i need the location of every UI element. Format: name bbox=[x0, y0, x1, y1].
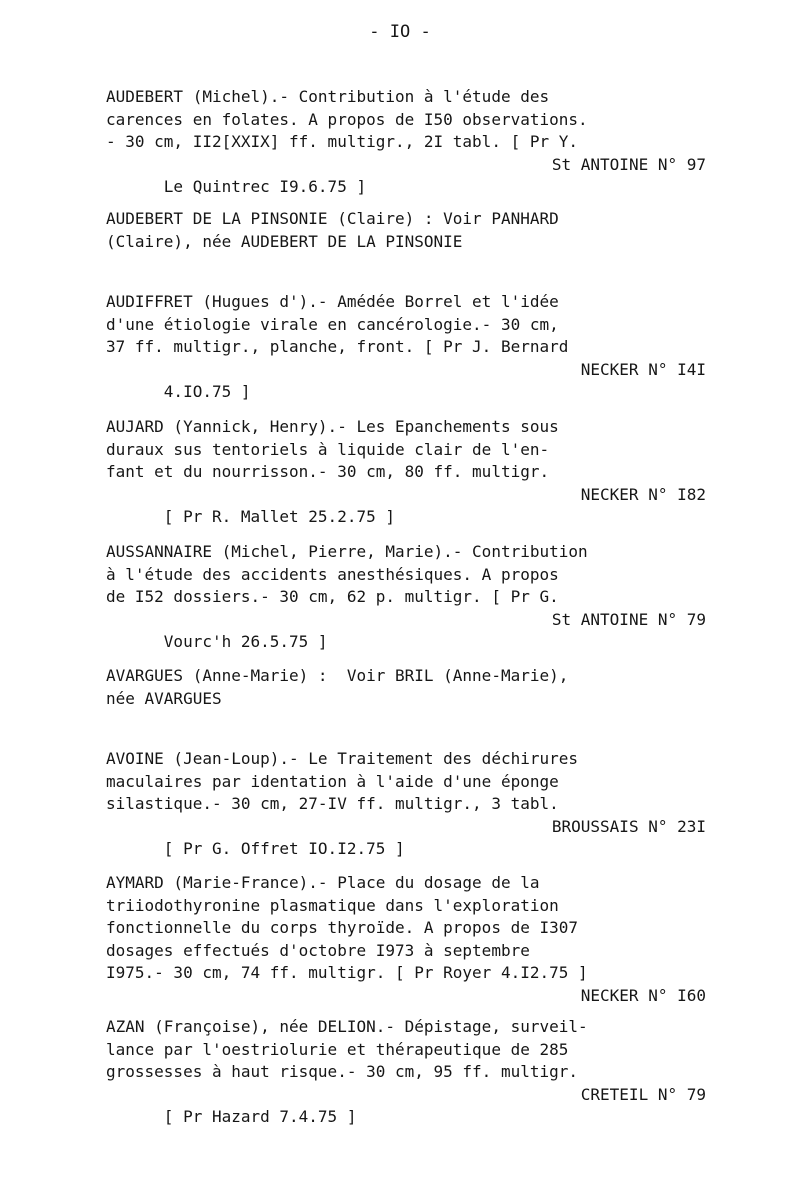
catalog-entry-avoine bbox=[106, 748, 706, 858]
location-call-number: St ANTOINE N° 97 bbox=[551, 154, 706, 174]
entry-line-text: Vourc'h 26.5.75 ] bbox=[163, 632, 328, 651]
entry-line: (Claire), née AUDEBERT DE LA PINSONIE bbox=[106, 231, 463, 251]
location-call-number: BROUSSAIS N° 23I bbox=[551, 816, 706, 836]
entry-line: maculaires par identation à l'aide d'une éponge bbox=[106, 771, 559, 791]
entry-line: dosages effectués d'octobre I973 à septembre bbox=[106, 940, 530, 960]
entry-line-last bbox=[106, 609, 706, 651]
entry-line-text: 4.IO.75 ] bbox=[163, 382, 251, 401]
entry-line: AUDEBERT DE LA PINSONIE (Claire) : Voir PANHARD bbox=[106, 209, 559, 228]
entry-line: I975.- 30 cm, 74 ff. multigr. [ Pr Royer 4.I2.75 ] bbox=[106, 963, 588, 982]
entry-line-text: [ Pr R. Mallet 25.2.75 ] bbox=[163, 507, 395, 526]
entry-line-last bbox=[106, 484, 706, 526]
catalog-entry-avargues bbox=[106, 665, 706, 710]
entry-line: lance par l'oestriolurie et thérapeutique de 285 bbox=[106, 1039, 569, 1059]
entry-line: AUDEBERT (Michel).- Contribution à l'étude des bbox=[106, 87, 550, 106]
entry-line-text: [ Pr Hazard 7.4.75 ] bbox=[163, 1107, 357, 1126]
entry-line: AUSSANNAIRE (Michel, Pierre, Marie).- Contribution bbox=[106, 542, 588, 561]
location-call-number: St ANTOINE N° 79 bbox=[551, 609, 706, 629]
catalog-entry-aymard bbox=[106, 872, 706, 1007]
entry-line: duraux sus tentoriels à liquide clair de l'en- bbox=[106, 439, 550, 459]
entry-line: à l'étude des accidents anesthésiques. A propos bbox=[106, 564, 559, 584]
location-call-number: NECKER N° I82 bbox=[580, 484, 706, 504]
catalog-entry-audebert-de-la-pinsonie bbox=[106, 208, 706, 253]
catalog-entry-azan bbox=[106, 1016, 706, 1126]
page-number: - IO - bbox=[369, 22, 431, 42]
entry-line: AYMARD (Marie-France).- Place du dosage de la bbox=[106, 873, 540, 892]
catalog-entry-audebert bbox=[106, 86, 706, 196]
entry-line-last bbox=[106, 359, 706, 401]
entry-line-last bbox=[106, 816, 706, 858]
entry-line: 37 ff. multigr., planche, front. [ Pr J. Bernard bbox=[106, 337, 569, 356]
entry-line-text: Le Quintrec I9.6.75 ] bbox=[163, 177, 367, 196]
entry-line: carences en folates. A propos de I50 observations. bbox=[106, 109, 588, 129]
entry-line: AVARGUES (Anne-Marie) : Voir BRIL (Anne-Marie), bbox=[106, 666, 569, 685]
entry-line: d'une étiologie virale en cancérologie.- 30 cm, bbox=[106, 314, 559, 334]
entry-line: silastique.- 30 cm, 27-IV ff. multigr., 3 tabl. bbox=[106, 794, 559, 813]
entry-line: née AVARGUES bbox=[106, 688, 222, 708]
catalog-entry-audiffret bbox=[106, 291, 706, 401]
entry-line-last bbox=[106, 1084, 706, 1126]
location-call-number: NECKER N° I4I bbox=[580, 359, 706, 379]
catalog-entry-aussannaire bbox=[106, 541, 706, 651]
entry-line: fonctionnelle du corps thyroïde. A propos de I307 bbox=[106, 918, 579, 937]
entry-line: grossesses à haut risque.- 30 cm, 95 ff. multigr. bbox=[106, 1062, 579, 1081]
entry-line: AUJARD (Yannick, Henry).- Les Epanchements sous bbox=[106, 417, 559, 436]
entry-line-text: [ Pr G. Offret IO.I2.75 ] bbox=[163, 839, 405, 858]
entry-line: triiodothyronine plasmatique dans l'exploration bbox=[106, 895, 559, 915]
entry-line: fant et du nourrisson.- 30 cm, 80 ff. multigr. bbox=[106, 462, 550, 481]
entry-line: de I52 dossiers.- 30 cm, 62 p. multigr. [ Pr G. bbox=[106, 587, 559, 606]
location-call-number: CRETEIL N° 79 bbox=[580, 1084, 706, 1104]
location-call-number: NECKER N° I60 bbox=[580, 985, 706, 1005]
catalog-entry-aujard bbox=[106, 416, 706, 526]
entry-line: AUDIFFRET (Hugues d').- Amédée Borrel et l'idée bbox=[106, 292, 559, 311]
entry-line: - 30 cm, II2[XXIX] ff. multigr., 2I tabl. [ Pr Y. bbox=[106, 132, 579, 151]
entry-line: AZAN (Françoise), née DELION.- Dépistage, surveil- bbox=[106, 1017, 588, 1036]
entry-line: AVOINE (Jean-Loup).- Le Traitement des déchirures bbox=[106, 749, 579, 768]
entry-line-last bbox=[106, 154, 706, 196]
